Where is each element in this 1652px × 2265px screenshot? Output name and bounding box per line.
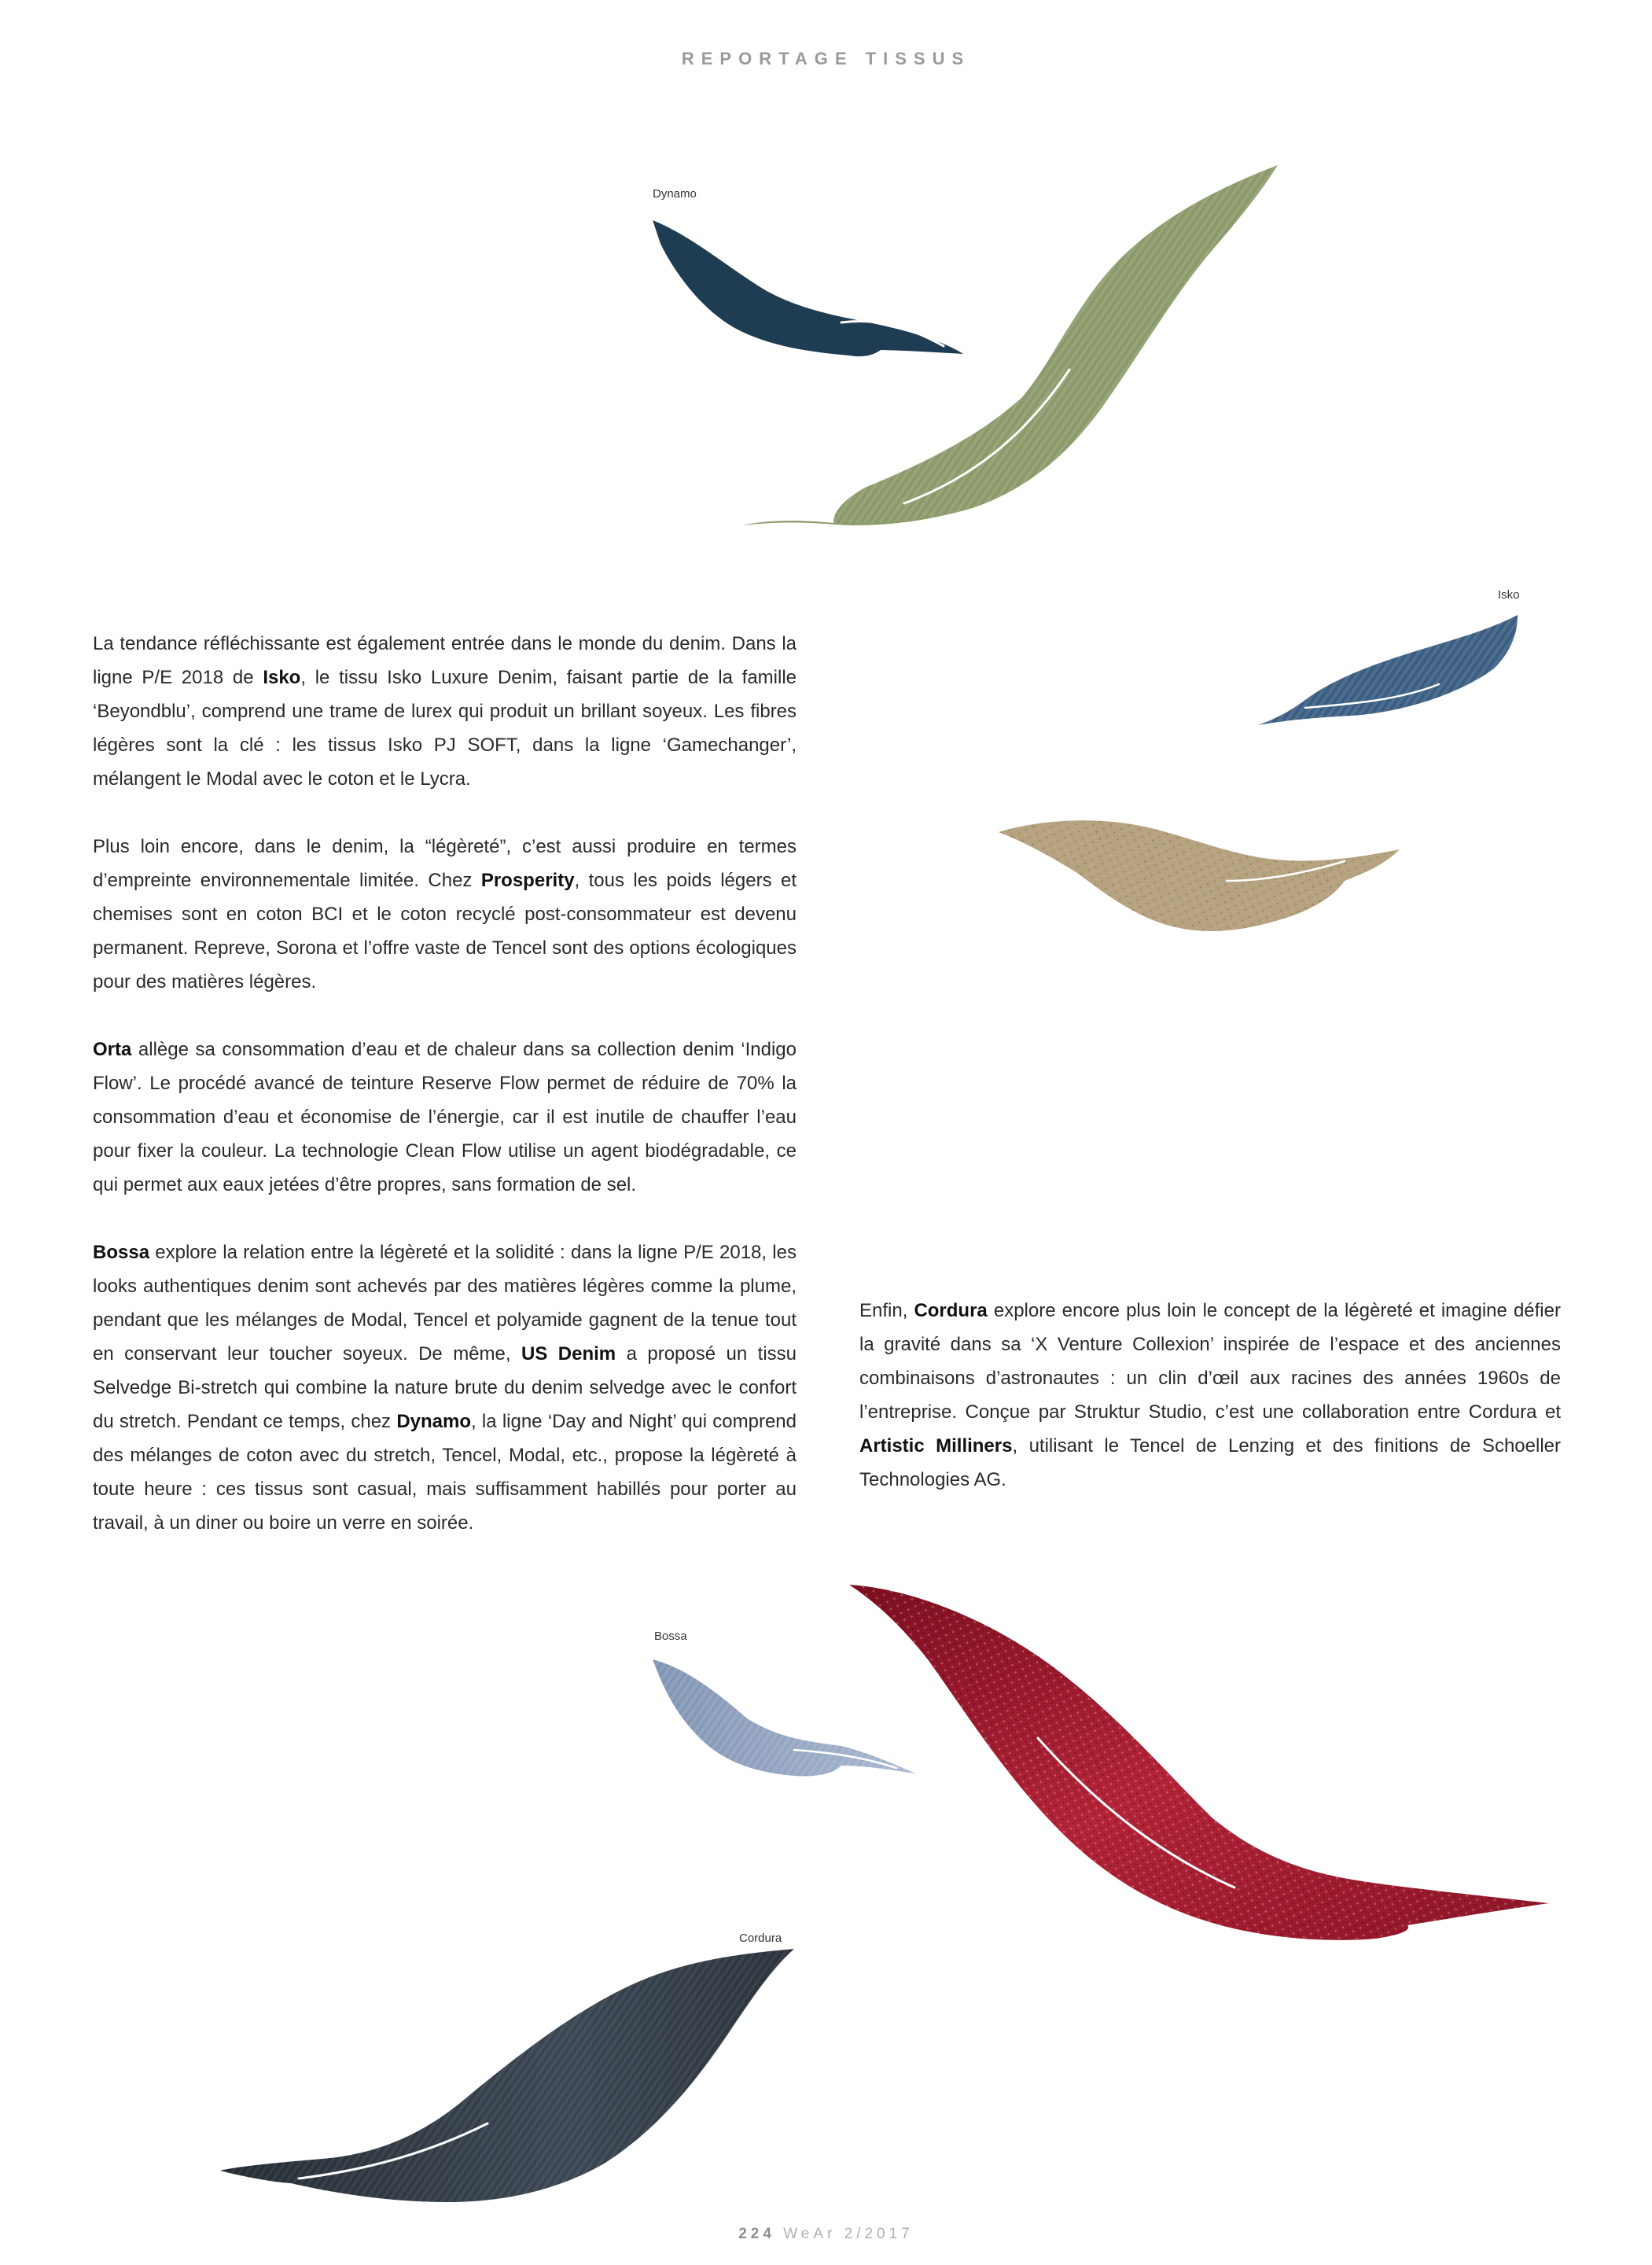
p4-text-1: explore la relation entre la légèreté et la solidité : dans la ligne P/E 2018, les looks authentiques denim sont achevés par des matières légères comme la plume, pendant que les mélanges de Modal, Tencel et polyamide gagnent de la tenue tout en conservant leur toucher soyeux. De même, <box>93 1242 797 1365</box>
brand-artistic-milliners: Artistic Milliners <box>859 1435 1013 1457</box>
brand-prosperity: Prosperity <box>480 870 575 891</box>
p1-text-1: La tendance réfléchissante est également entrée dans le monde du denim. Dans la ligne P/E 2018 de <box>93 633 797 688</box>
p5-text-1: Enfin, <box>859 1300 914 1321</box>
caption-dynamo: Dynamo <box>653 187 697 201</box>
section-header: REPORTAGE TISSUS <box>681 49 971 68</box>
caption-bossa: Bossa <box>654 1630 687 1643</box>
caption-cordura: Cordura <box>739 1932 782 1945</box>
brand-cordura: Cordura <box>914 1300 988 1321</box>
dynamo-feather-shape <box>653 220 963 356</box>
p4-text-3: , la ligne ‘Day and Night’ qui comprend des mélanges de coton avec du stretch, Tencel, Modal, etc., propose la légèreté à toute heure : ces tissus sont casual, mais suffisamment habillés pour porter au travail, à un diner ou boire un verre en soirée. <box>93 1411 797 1534</box>
paragraph-5 <box>859 1294 1561 1497</box>
brand-orta: Orta <box>93 1039 132 1060</box>
p3-text-1: allège sa consommation d’eau et de chaleur dans sa collection denim ‘Indigo Flow’. Le procédé avancé de teinture Reserve Flow permet de réduire de 70% la consommation d’eau et économise de l’énergie, car il est inutile de chauffer l’eau pour fixer la couleur. La technologie Clean Flow utilise un agent biodégradable, ce qui permet aux eaux jetées d’être propres, sans formation de sel. <box>93 1039 797 1195</box>
paragraph-2 <box>93 830 797 999</box>
p5-text-3: , utilisant le Tencel de Lenzing et des finitions de Schoeller Technologies AG. <box>859 1435 1562 1490</box>
isko-feather <box>1258 615 1518 725</box>
p5-text-2: explore encore plus loin le concept de la légèreté et imagine défier la gravité dans sa ‘X Venture Collexion’ inspirée de l’espace et des anciennes combinaisons d’astronautes : un clin d’œil aux racines des années 1960s de l’entreprise. Conçue par Struktur Studio, c’est une collaboration entre Cordura et <box>859 1300 1561 1423</box>
right-column <box>859 1294 1561 1530</box>
magazine-issue: WeAr 2/2017 <box>783 2226 914 2242</box>
p4-text-2: a proposé un tissu Selvedge Bi-stretch qui combine la nature brute du denim selvedge avec le confort du stretch. Pendant ce temps, chez <box>93 1343 797 1432</box>
bossa-feather <box>653 1659 916 1776</box>
brand-us-denim: US Denim <box>521 1343 616 1365</box>
beige-feather <box>999 820 1400 931</box>
dynamo-feather <box>653 220 963 356</box>
brand-isko: Isko <box>263 667 301 688</box>
p2-text-2: , tous les poids légers et chemises sont en coton BCI et le coton recyclé post-consommateur est devenu permanent. Repreve, Sorona et l’offre vaste de Tencel sont des options écologiques pour des matières légères. <box>93 870 797 993</box>
paragraph-3 <box>93 1033 797 1202</box>
page-footer <box>0 2226 1652 2243</box>
left-column <box>93 627 797 1574</box>
brand-dynamo: Dynamo <box>396 1411 471 1432</box>
cordura-feather <box>220 1949 794 2202</box>
page-number: 224 <box>738 2226 775 2242</box>
red-feather <box>849 1585 1549 1940</box>
p2-text-1: Plus loin encore, dans le denim, la “légèreté”, c’est aussi produire en termes d’empreinte environnementale limitée. Chez <box>93 836 797 891</box>
caption-isko: Isko <box>1498 588 1520 602</box>
p1-text-2: , le tissu Isko Luxure Denim, faisant partie de la famille ‘Beyondblu’, comprend une trame de lurex qui produit un brillant soyeux. Les fibres légères sont la clé : les tissus Isko PJ SOFT, dans la ligne ‘Gamechanger’, mélangent le Modal avec le coton et le Lycra. <box>93 667 797 790</box>
paragraph-4 <box>93 1236 797 1540</box>
paragraph-1 <box>93 627 797 796</box>
brand-bossa: Bossa <box>93 1242 150 1263</box>
